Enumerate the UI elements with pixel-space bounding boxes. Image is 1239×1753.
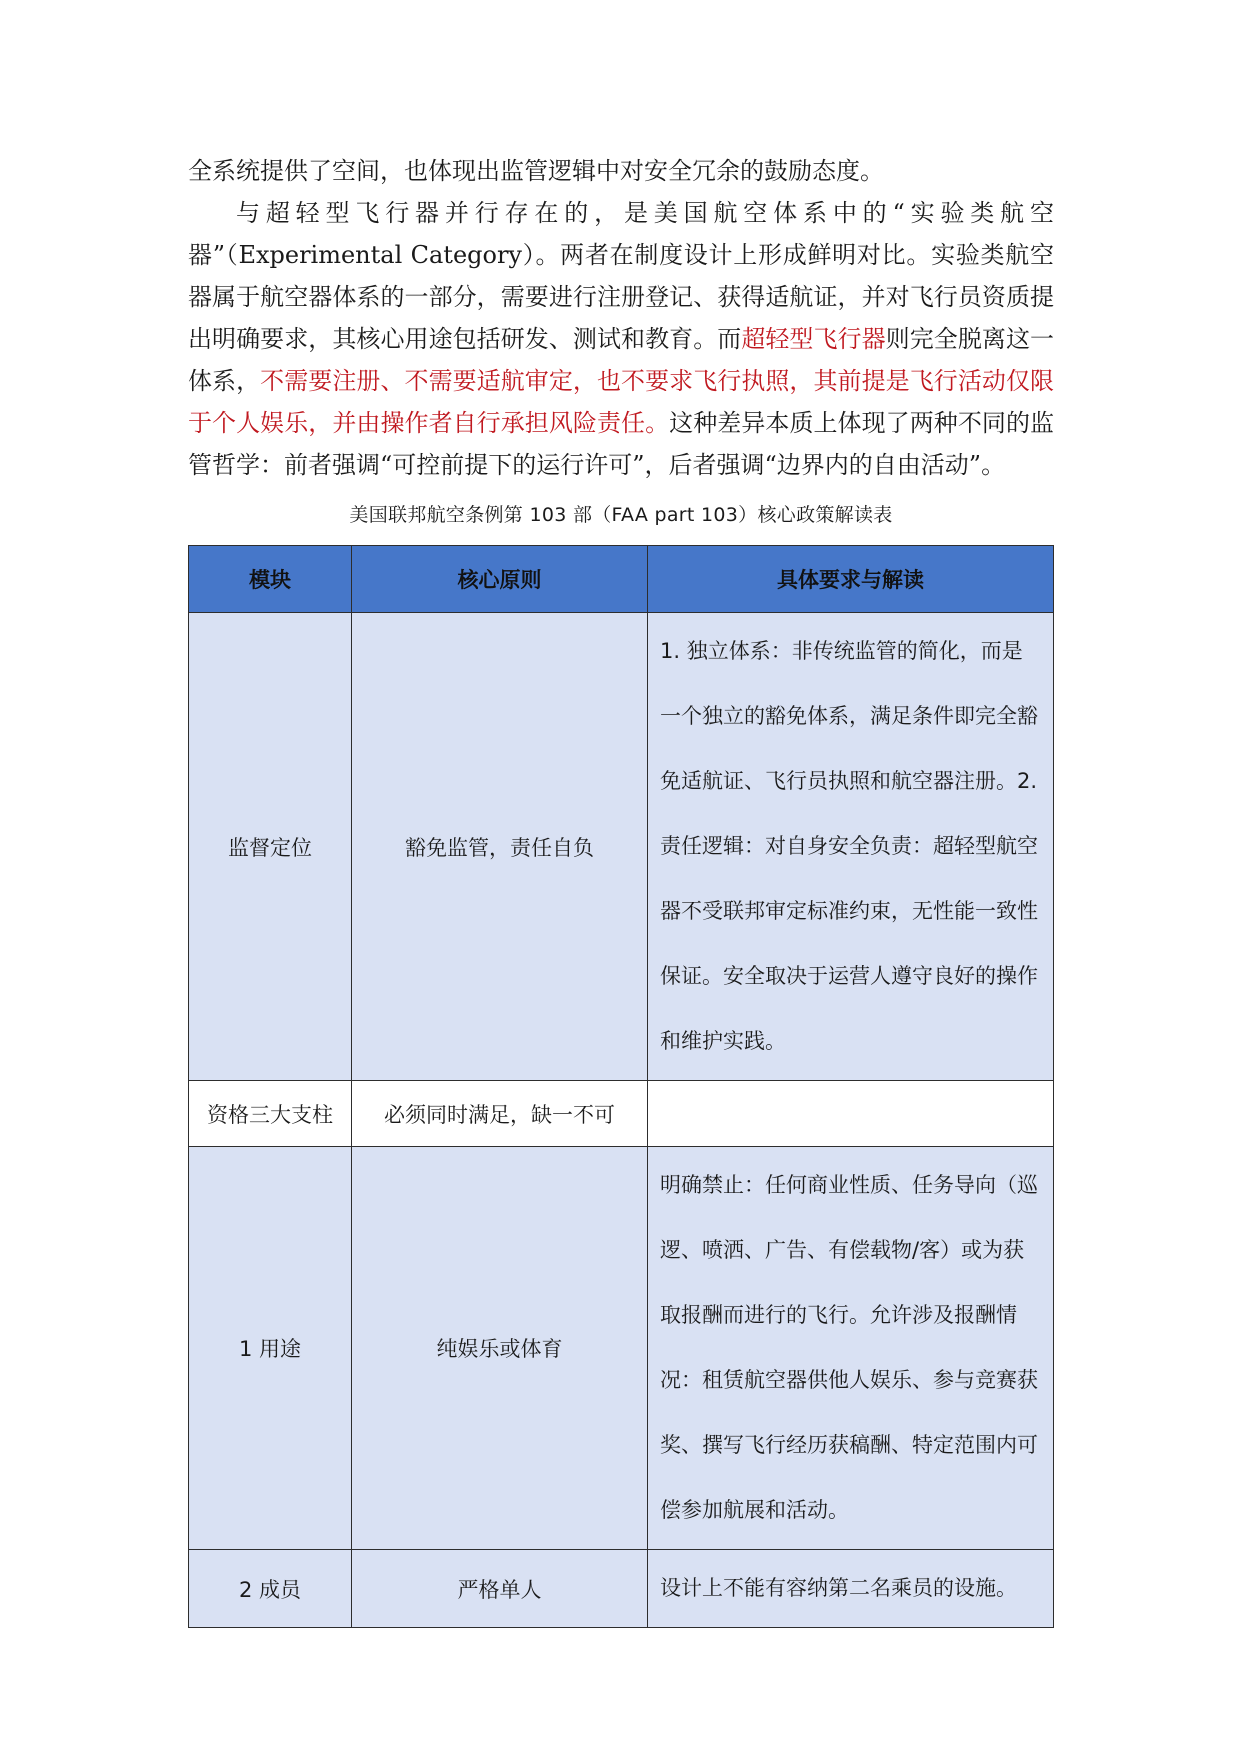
paragraph-2-part-b: 则完全脱离这一体系， [188,325,1054,395]
policy-table [188,545,1054,1628]
document-page [188,150,1054,1628]
cell-principle: 必须同时满足，缺一不可 [352,1081,648,1147]
cell-principle: 纯娱乐或体育 [352,1147,648,1550]
cell-detail [648,1081,1054,1147]
table-caption: 美国联邦航空条例第 103 部（FAA part 103）核心政策解读表 [349,504,893,526]
table-row [189,613,1054,1081]
highlight-ultralight: 超轻型飞行器 [741,325,886,353]
table-row [189,1550,1054,1628]
paragraph-2 [188,192,1054,486]
paragraph-2-part-c: 这种差异本质上体现了两种不同的监管哲学：前者强调“可控前提下的运行许可”，后者强调“边界内的自由活动”。 [188,409,1055,479]
header-principle: 核心原则 [352,546,648,613]
table-row [189,1147,1054,1550]
cell-detail: 设计上不能有容纳第二名乘员的设施。 [648,1550,1054,1628]
cell-module: 资格三大支柱 [189,1081,352,1147]
cell-module: 2 成员 [189,1550,352,1628]
table-row [189,1081,1054,1147]
cell-detail: 明确禁止：任何商业性质、任务导向（巡逻、喷洒、广告、有偿载物/客）或为获取报酬而进行的飞行。允许涉及报酬情况：租赁航空器供他人娱乐、参与竞赛获奖、撰写飞行经历获稿酬、特定范围内可偿参加航展和活动。 [648,1147,1054,1550]
paragraph-1: 全系统提供了空间，也体现出监管逻辑中对安全冗余的鼓励态度。 [188,157,884,185]
highlight-exemptions: 不需要注册、不需要适航审定，也不要求飞行执照，其前提是飞行活动仅限于个人娱乐，并由操作者自行承担风险责任。 [188,367,1054,437]
table-header-row [189,546,1054,613]
cell-module: 1 用途 [189,1147,352,1550]
paragraph-2-part-a: 与超轻型飞行器并行存在的，是美国航空体系中的“实验类航空器”（Experimental Category）。两者在制度设计上形成鲜明对比。实验类航空器属于航空器体系的一部分，需要进行注册登记、获得适航证，并对飞行员资质提出明确要求，其核心用途包括研发、测试和教育。而 [188,199,1054,353]
cell-module: 监督定位 [189,613,352,1081]
cell-principle: 豁免监管，责任自负 [352,613,648,1081]
header-detail: 具体要求与解读 [648,546,1054,613]
cell-principle: 严格单人 [352,1550,648,1628]
header-module: 模块 [189,546,352,613]
cell-detail: 1. 独立体系：非传统监管的简化，而是一个独立的豁免体系，满足条件即完全豁免适航证、飞行员执照和航空器注册。2. 责任逻辑：对自身安全负责：超轻型航空器不受联邦审定标准约束，无性能一致性保证。安全取决于运营人遵守良好的操作和维护实践。 [648,613,1054,1081]
